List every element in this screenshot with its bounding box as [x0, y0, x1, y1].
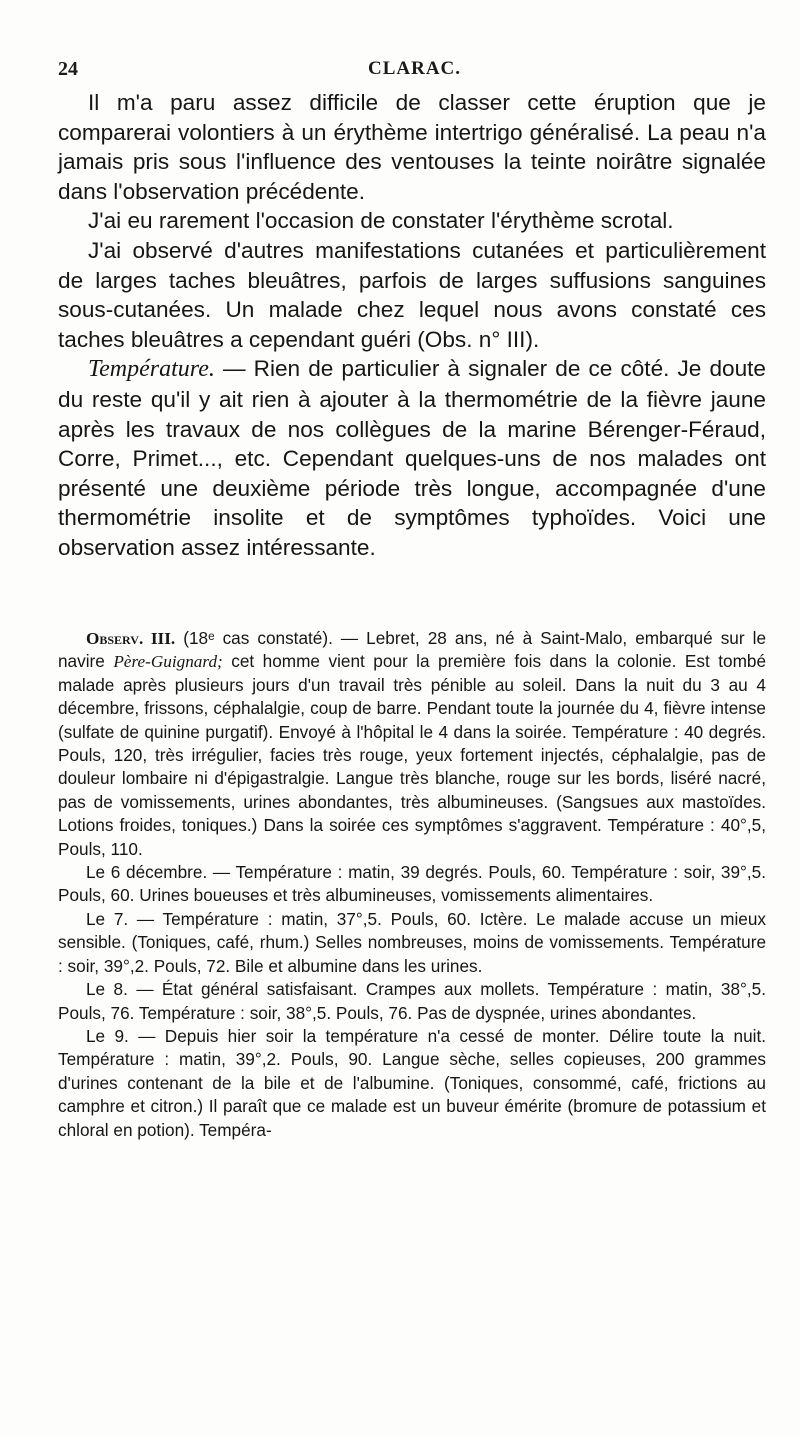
observation-title: Observ. III.	[86, 629, 176, 648]
temperature-text: — Rien de particulier à signaler de ce côté. Je doute du reste qu'il y ait rien à ajouter à la thermométrie de la fièvre jaune après les travaux de nos collègues de la marine Bérenger-Féraud, Corre, Primet..., etc. Cependant quelques-uns de nos malades ont présenté une deuxième période très longue, accompagnée d'une thermométrie insolite et de symptômes typhoïdes. Voici une observation assez intéressante.	[58, 356, 766, 560]
observation-intro-a: (18ᵉ cas constaté). — Lebret, 28 ans, né à Saint-Malo, embarqué sur le navire	[58, 628, 767, 672]
running-head: CLARAC.	[368, 58, 462, 79]
observation-day-6: Le 6 décembre. — Température : matin, 39 degrés. Pouls, 60. Température : soir, 39°,5. Pouls, 60. Urines boueuses et très albumineuses, vomissements alimentaires.	[58, 862, 766, 906]
observation-block	[58, 627, 766, 1142]
ship-name: Père-Guignard;	[113, 652, 223, 672]
paragraph-erytheme-scrotal: J'ai eu rarement l'occasion de constater l'érythème scrotal.	[88, 208, 674, 234]
main-text	[58, 88, 766, 563]
page-header	[58, 58, 800, 82]
paragraph-eruption: Il m'a paru assez difficile de classer cette éruption que je comparerai volontiers à un érythème intertrigo généralisé. La peau n'a jamais pris sous l'influence des ventouses la teinte noirâtre signalée dans l'observation précédente.	[58, 90, 766, 204]
paragraph-manifestations-cutanees: J'ai observé d'autres manifestations cutanées et particulièrement de larges taches bleuâtres, parfois de larges suffusions sanguines sous-cutanées. Un malade chez lequel nous avons constaté ces taches bleuâtres a cependant guéri (Obs. n° III).	[58, 237, 766, 352]
observation-day-8: Le 8. — État général satisfaisant. Crampes aux mollets. Température : matin, 38°,5. Pouls, 76. Température : soir, 38°,5. Pouls, 76. Pas de dyspnée, urines abondantes.	[58, 979, 766, 1023]
page-number: 24	[58, 58, 78, 80]
observation-intro	[58, 627, 766, 861]
temperature-heading: Température.	[88, 356, 215, 383]
observation-intro-b: cet homme vient pour la première fois dans la colonie. Est tombé malade après plusieurs jours d'un travail très pénible au soleil. Dans la nuit du 3 au 4 décembre, frissons, céphalalgie, coup de barre. Pendant toute la journée du 4, fièvre intense (sulfate de quinine purgatif). Envoyé à l'hôpital le 4 dans la soirée. Température : 40 degrés. Pouls, 120, très irrégulier, facies très rouge, yeux fortement injectés, céphalalgie, pas de douleur lombaire ni d'épigastralgie. Langue très blanche, rouge sur les bords, liséré nacré, pas de vomissements, urines abondantes, très albumineuses. (Sangsues aux mastoïdes. Lotions froides, toniques.) Dans la soirée ces symptômes s'aggravent. Température : 40°,5, Pouls, 110.	[58, 651, 767, 859]
observation-day-7: Le 7. — Température : matin, 37°,5. Pouls, 60. Ictère. Le malade accuse un mieux sensible. (Toniques, café, rhum.) Selles nombreuses, moins de vomissements. Température : soir, 39°,2. Pouls, 72. Bile et albumine dans les urines.	[58, 908, 766, 976]
paragraph-temperature	[58, 354, 766, 562]
observation-day-9: Le 9. — Depuis hier soir la température n'a cessé de monter. Délire toute la nuit. Température : matin, 39°,2. Pouls, 90. Langue sèche, selles copieuses, 200 grammes d'urines contenant de la bile et de l'albumine. (Toniques, consommé, café, frictions au camphre et citron.) Il paraît que ce malade est un buveur émérite (bromure de potassium et chloral en potion). Tempéra-	[58, 1025, 766, 1140]
